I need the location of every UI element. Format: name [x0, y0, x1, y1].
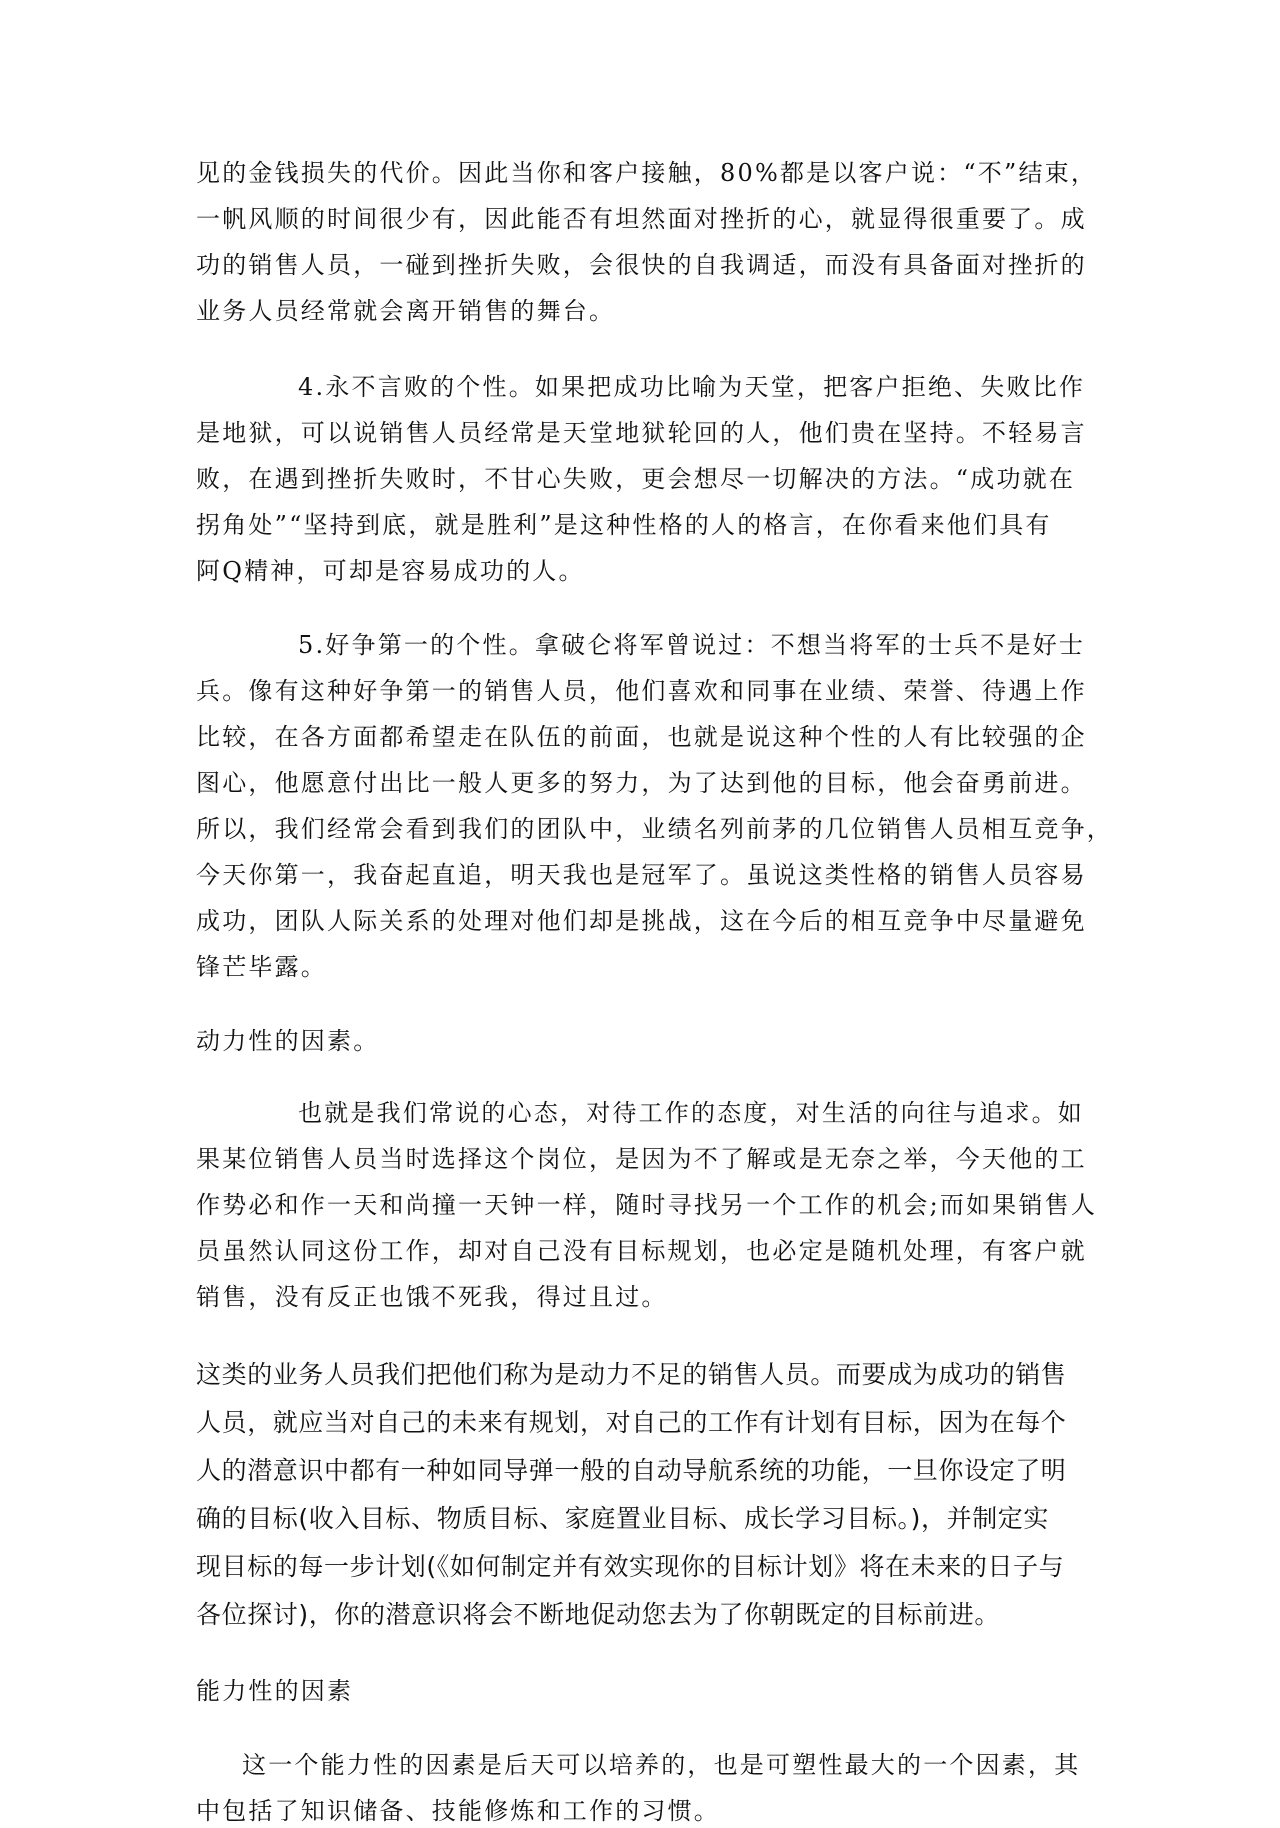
paragraph-line: 中包括了知识储备、技能修炼和工作的习惯。: [196, 1797, 720, 1825]
paragraph-line: 果某位销售人员当时选择这个岗位，是因为不了解或是无奈之举，今天他的工: [196, 1145, 1087, 1173]
paragraph-line: 5.好争第一的个性。拿破仑将军曾说过：不想当将军的士兵不是好士: [298, 631, 1086, 659]
paragraph-line: 拐角处”“坚持到底，就是胜利”是这种性格的人的格言，在你看来他们具有: [196, 511, 1052, 539]
paragraph-line: 今天你第一，我奋起直追，明天我也是冠军了。虽说这类性格的销售人员容易: [196, 861, 1087, 889]
section-heading: 能力性的因素: [196, 1677, 354, 1705]
paragraph-line: 现目标的每一步计划(《如何制定并有效实现你的目标计划》将在未来的日子与: [196, 1552, 1065, 1581]
paragraph-line: 业务人员经常就会离开销售的舞台。: [196, 297, 616, 325]
paragraph-line: 是地狱，可以说销售人员经常是天堂地狱轮回的人，他们贵在坚持。不轻易言: [196, 419, 1087, 447]
paragraph-line: 也就是我们常说的心态，对待工作的态度，对生活的向往与追求。如: [298, 1099, 1084, 1127]
paragraph-line: 各位探讨)，你的潜意识将会不断地促动您去为了你朝既定的目标前进。: [196, 1600, 1000, 1629]
paragraph-line: 所以，我们经常会看到我们的团队中，业绩名列前茅的几位销售人员相互竞争，: [196, 815, 1113, 843]
paragraph-line: 4.永不言败的个性。如果把成功比喻为天堂，把客户拒绝、失败比作: [298, 373, 1086, 401]
paragraph-line: 成功，团队人际关系的处理对他们却是挑战，这在今后的相互竞争中尽量避免: [196, 907, 1087, 935]
paragraph-line: 锋芒毕露。: [196, 953, 327, 981]
paragraph-line: 败，在遇到挫折失败时，不甘心失败，更会想尽一切解决的方法。“成功就在: [196, 465, 1076, 493]
paragraph-line: 这一个能力性的因素是后天可以培养的，也是可塑性最大的一个因素，其: [242, 1751, 1081, 1779]
paragraph-line: 阿Q精神，可却是容易成功的人。: [196, 557, 585, 585]
section-heading: 动力性的因素。: [196, 1027, 380, 1055]
paragraph-line: 见的金钱损失的代价。因此当你和客户接触，80%都是以客户说：“不”结束，: [196, 159, 1098, 187]
paragraph-line: 人员，就应当对自己的未来有规划，对自己的工作有计划有目标，因为在每个: [196, 1408, 1067, 1437]
paragraph-line: 人的潜意识中都有一种如同导弹一般的自动导航系统的功能，一旦你设定了明: [196, 1456, 1067, 1485]
paragraph-line: 比较，在各方面都希望走在队伍的前面，也就是说这种个性的人有比较强的企: [196, 723, 1087, 751]
paragraph-line: 作势必和作一天和尚撞一天钟一样，随时寻找另一个工作的机会;而如果销售人: [196, 1191, 1098, 1219]
paragraph-line: 兵。像有这种好争第一的销售人员，他们喜欢和同事在业绩、荣誉、待遇上作: [196, 677, 1087, 705]
paragraph-line: 功的销售人员，一碰到挫折失败，会很快的自我调适，而没有具备面对挫折的: [196, 251, 1087, 279]
paragraph-line: 确的目标(收入目标、物质目标、家庭置业目标、成长学习目标。)，并制定实: [196, 1504, 1050, 1533]
paragraph-line: 销售，没有反正也饿不死我，得过且过。: [196, 1283, 668, 1311]
paragraph-line: 一帆风顺的时间很少有，因此能否有坦然面对挫折的心，就显得很重要了。成: [196, 205, 1087, 233]
paragraph-line: 图心，他愿意付出比一般人更多的努力，为了达到他的目标，他会奋勇前进。: [196, 769, 1087, 797]
paragraph-line: 员虽然认同这份工作，却对自己没有目标规划，也必定是随机处理，有客户就: [196, 1237, 1087, 1265]
paragraph-line: 这类的业务人员我们把他们称为是动力不足的销售人员。而要成为成功的销售: [196, 1360, 1067, 1389]
